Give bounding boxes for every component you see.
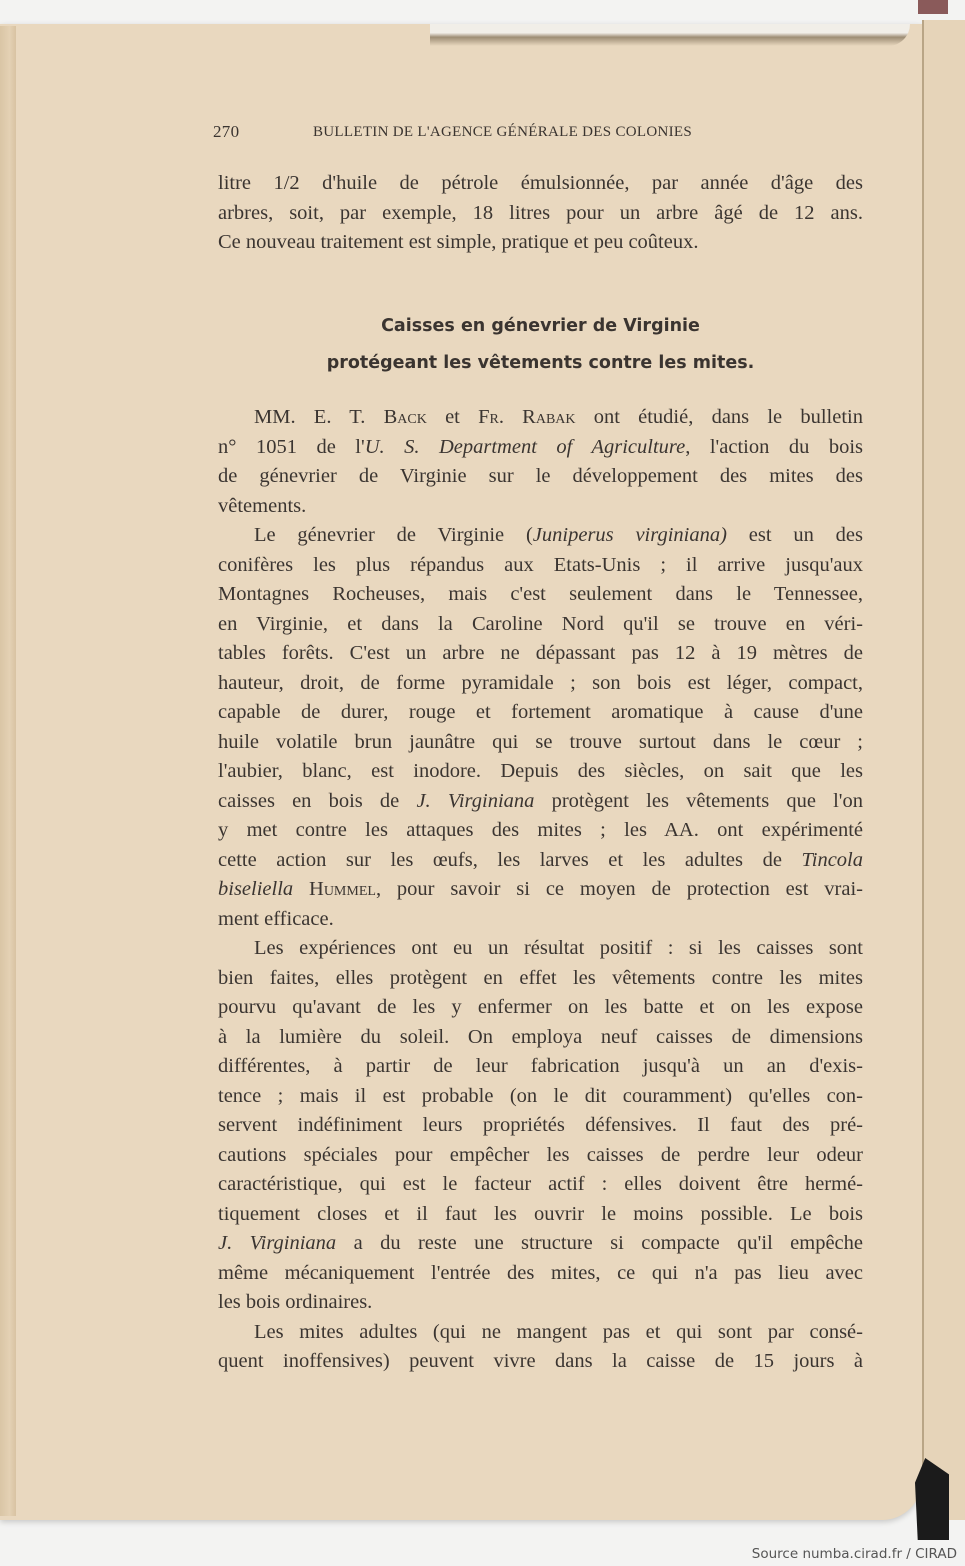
text-run: et: [426, 406, 479, 428]
text-run: cautions spéciales pour empêcher les caisses de perdre leur odeur: [218, 1143, 863, 1166]
text-line: [218, 1288, 863, 1318]
italic-run: Tincola: [801, 848, 863, 871]
text-run: Le génevrier de Virginie (: [254, 524, 533, 546]
page-top-edge: [430, 24, 910, 46]
text-line: [218, 169, 863, 199]
text-line: [218, 846, 863, 876]
text-line: [218, 1023, 863, 1053]
text-run: à la lumière du soleil. On employa neuf caisses de dimensions: [218, 1025, 863, 1048]
text-run: cette action sur les œufs, les larves et les adultes de: [218, 848, 802, 871]
text-line: [218, 1259, 863, 1289]
text-line: [218, 875, 863, 905]
paragraph: [218, 934, 863, 1318]
paragraph: [218, 403, 863, 521]
italic-run: U. S. Department of Agriculture: [364, 435, 686, 458]
text-run: bien faites, elles protègent en effet les vêtements contre les mites: [218, 966, 863, 989]
text-line: [218, 639, 863, 669]
text-run: litre 1/2 d'huile de pétrole émulsionnée, par année d'âge des: [218, 172, 863, 194]
text-run: [293, 878, 309, 900]
text-line: [218, 1052, 863, 1082]
text-line: [218, 199, 863, 229]
text-run: quent inoffensives) peuvent vivre dans la caisse de 15 jours à: [218, 1350, 863, 1372]
text-line: [218, 551, 863, 581]
text-run: de génevrier de Virginie sur le développement des mites des: [218, 465, 863, 487]
text-run: Les mites adultes (qui ne mangent pas et qui sont par consé-: [254, 1320, 863, 1343]
text-run: tables forêts. C'est un arbre ne dépassant pas 12 à 19 mètres de: [218, 642, 863, 664]
text-run: , l'action du bois: [685, 435, 863, 458]
text-line: [218, 964, 863, 994]
text-line: [218, 521, 863, 551]
text-run: vêtements.: [218, 494, 307, 517]
small-caps-run: Back: [383, 406, 427, 428]
text-run: capable de durer, rouge et fortement aromatique à cause d'une: [218, 701, 863, 723]
text-line: [218, 462, 863, 492]
text-line: [218, 669, 863, 699]
text-run: l'aubier, blanc, est inodore. Depuis des siècles, on sait que les: [218, 760, 863, 782]
text-line: [218, 905, 863, 935]
text-line: [218, 728, 863, 758]
text-run: n° 1051 de l': [218, 435, 365, 458]
running-title: BULLETIN DE L'AGENCE GÉNÉRALE DES COLONIES: [313, 124, 693, 140]
text-run: tiquement closes et il faut les ouvrir le moins possible. Le bois: [218, 1202, 863, 1225]
text-run: caisses en bois de: [218, 789, 417, 812]
text-run: même mécaniquement l'entrée des mites, ce qui n'a pas lieu avec: [218, 1261, 863, 1284]
section-heading-line-2: protégeant les vêtements contre les mites.: [326, 353, 755, 373]
text-run: caractéristique, qui est le facteur actif : elles doivent être hermé-: [218, 1173, 863, 1195]
paragraph: [218, 1318, 863, 1377]
text-line: [218, 1200, 863, 1230]
intro-paragraph: [218, 169, 863, 258]
text-line: [218, 1082, 863, 1112]
text-run: conifères les plus répandus aux Etats-Unis ; il arrive jusqu'aux: [218, 553, 863, 576]
text-run: arbres, soit, par exemple, 18 litres pour un arbre âgé de 12 ans.: [218, 201, 863, 224]
text-line: [218, 1347, 863, 1377]
text-line: [218, 787, 863, 817]
italic-run: biseliella: [218, 878, 294, 900]
text-run: Montagnes Rocheuses, mais c'est seulement dans le Tennessee,: [218, 583, 863, 605]
text-run: différentes, à partir de leur fabrication jusqu'à un an d'exis-: [218, 1055, 863, 1077]
text-line: [218, 816, 863, 846]
text-run: en Virginie, et dans la Caroline Nord qu'il se trouve en véri-: [218, 612, 863, 635]
text-run: Ce nouveau traitement est simple, pratique et peu coûteux.: [218, 231, 699, 253]
text-line: [218, 228, 863, 258]
text-line: [218, 993, 863, 1023]
text-line: [218, 403, 863, 433]
text-line: [218, 1111, 863, 1141]
text-run: protègent les vêtements que l'on: [534, 789, 863, 812]
text-line: [218, 1229, 863, 1259]
text-line: [218, 934, 863, 964]
text-line: [218, 1141, 863, 1171]
text-line: [218, 433, 863, 463]
italic-run: J. Virginiana: [218, 1232, 337, 1254]
text-run: tence ; mais il est probable (on le dit couramment) qu'elles con-: [218, 1084, 863, 1107]
text-run: y met contre les attaques des mites ; les AA. ont expérimenté: [218, 819, 863, 841]
text-run: hauteur, droit, de forme pyramidale ; son bois est léger, compact,: [218, 671, 863, 694]
section-heading-line-1: Caisses en génevrier de Virginie: [381, 316, 700, 336]
text-line: [218, 1170, 863, 1200]
italic-run: J. Virginiana: [416, 789, 535, 812]
small-caps-run: Hummel: [309, 878, 376, 900]
small-caps-run: Fr. Rabak: [478, 406, 576, 428]
text-run: est un des: [726, 524, 863, 546]
text-run: huile volatile brun jaunâtre qui se trouve surtout dans le cœur ;: [218, 730, 863, 753]
source-credit: Source numba.cirad.fr / CIRAD: [751, 1546, 957, 1562]
article-body: [218, 403, 863, 1377]
page-stack-edge: [0, 26, 16, 1516]
text-line: [218, 610, 863, 640]
text-run: a du reste une structure si compacte qu'il empêche: [336, 1232, 863, 1254]
text-line: [218, 698, 863, 728]
text-line: [218, 580, 863, 610]
text-run: , pour savoir si ce moyen de protection est vrai-: [375, 878, 863, 900]
text-line: [218, 1318, 863, 1348]
page-number: 270: [213, 122, 240, 141]
text-run: les bois ordinaires.: [218, 1291, 373, 1313]
text-run: ont étudié, dans le bulletin: [575, 406, 863, 428]
text-run: ment efficace.: [218, 907, 334, 930]
text-line: [218, 757, 863, 787]
facing-page-edge: [922, 20, 965, 1520]
text-run: pourvu qu'avant de les y enfermer on les batte et on les expose: [218, 996, 863, 1018]
paragraph: [218, 521, 863, 934]
text-run: servent indéfiniment leurs propriétés défensives. Il faut des pré-: [218, 1114, 863, 1136]
bookmark-ribbon-top: [918, 0, 948, 14]
italic-run: Juniperus virginiana): [532, 524, 727, 546]
text-run: Les expériences ont eu un résultat positif : si les caisses sont: [254, 937, 863, 959]
text-run: MM. E. T.: [254, 406, 384, 428]
text-line: [218, 492, 863, 522]
